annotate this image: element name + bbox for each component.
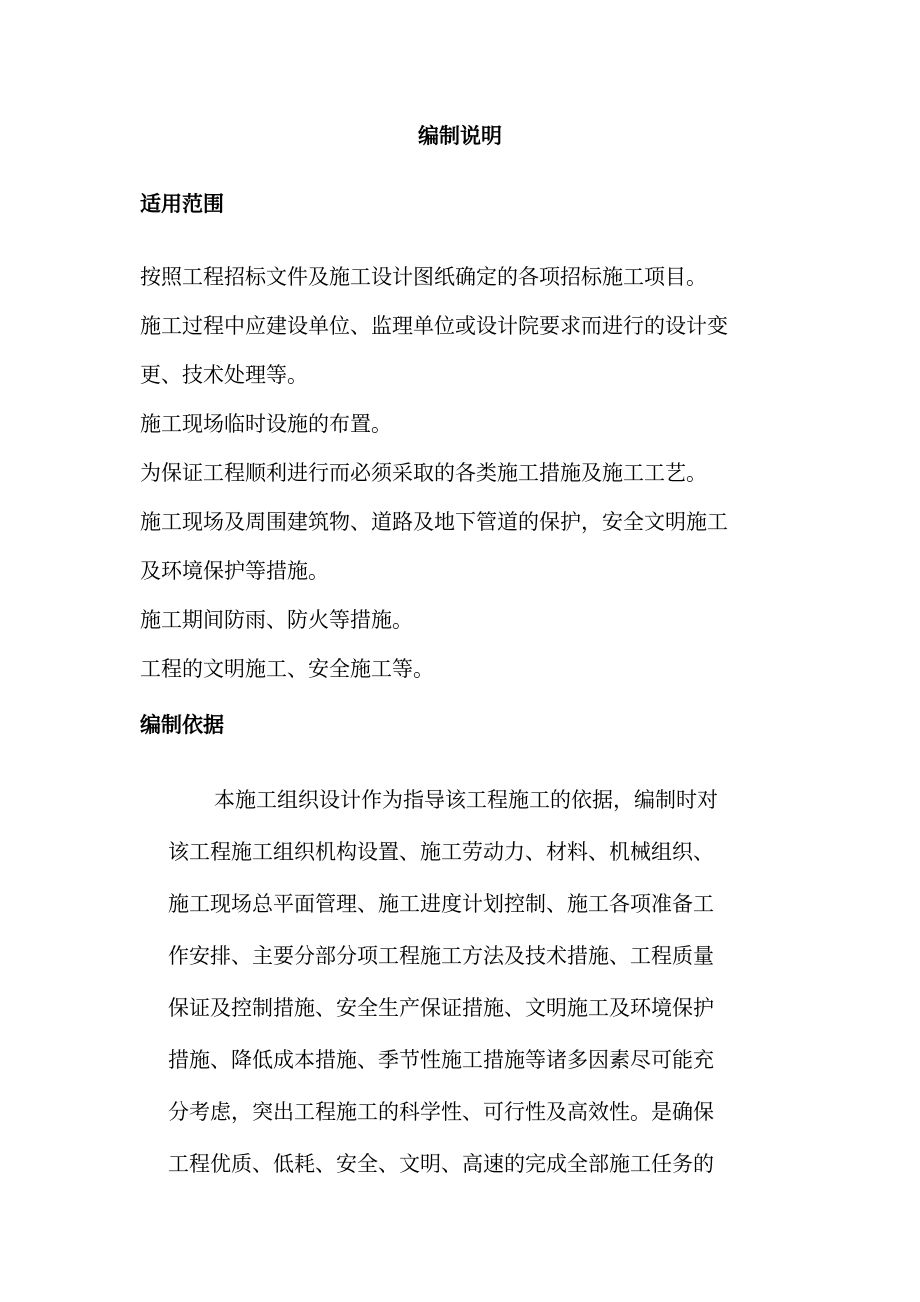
scope-list [140,253,790,694]
section-heading-scope: 适用范围 [140,192,224,216]
paragraph-line: 施工现场总平面管理、施工进度计划控制、施工各项准备工 [168,892,714,916]
paragraph-line: 本施工组织设计作为指导该工程施工的依据，编制时对 [214,788,718,812]
section-heading-basis: 编制依据 [140,713,224,737]
scope-line: 施工现场临时设施的布置。 [140,412,392,436]
scope-line: 施工过程中应建设单位、监理单位或设计院要求而进行的设计变 [140,314,728,338]
paragraph-line: 分考虑，突出工程施工的科学性、可行性及高效性。是确保 [168,1100,714,1124]
scope-line: 施工现场及周围建筑物、道路及地下管道的保护，安全文明施工 [140,510,728,534]
paragraph-line: 作安排、主要分部分项工程施工方法及技术措施、工程质量 [168,944,714,968]
paragraph-line: 工程优质、低耗、安全、文明、高速的完成全部施工任务的 [168,1152,714,1176]
paragraph-line: 该工程施工组织机构设置、施工劳动力、材料、机械组织、 [168,840,714,864]
paragraph-line: 措施、降低成本措施、季节性施工措施等诸多因素尽可能充 [168,1048,714,1072]
scope-line: 按照工程招标文件及施工设计图纸确定的各项招标施工项目。 [140,265,707,289]
scope-line: 为保证工程顺利进行而必须采取的各类施工措施及施工工艺。 [140,461,707,485]
scope-line: 工程的文明施工、安全施工等。 [140,657,434,681]
paragraph-line: 保证及控制措施、安全生产保证措施、文明施工及环境保护 [168,996,714,1020]
scope-line: 更、技术处理等。 [140,363,308,387]
scope-line: 及环境保护等措施。 [140,559,329,583]
scope-line: 施工期间防雨、防火等措施。 [140,608,413,632]
basis-paragraph [168,774,783,1190]
document-title: 编制说明 [418,124,502,148]
